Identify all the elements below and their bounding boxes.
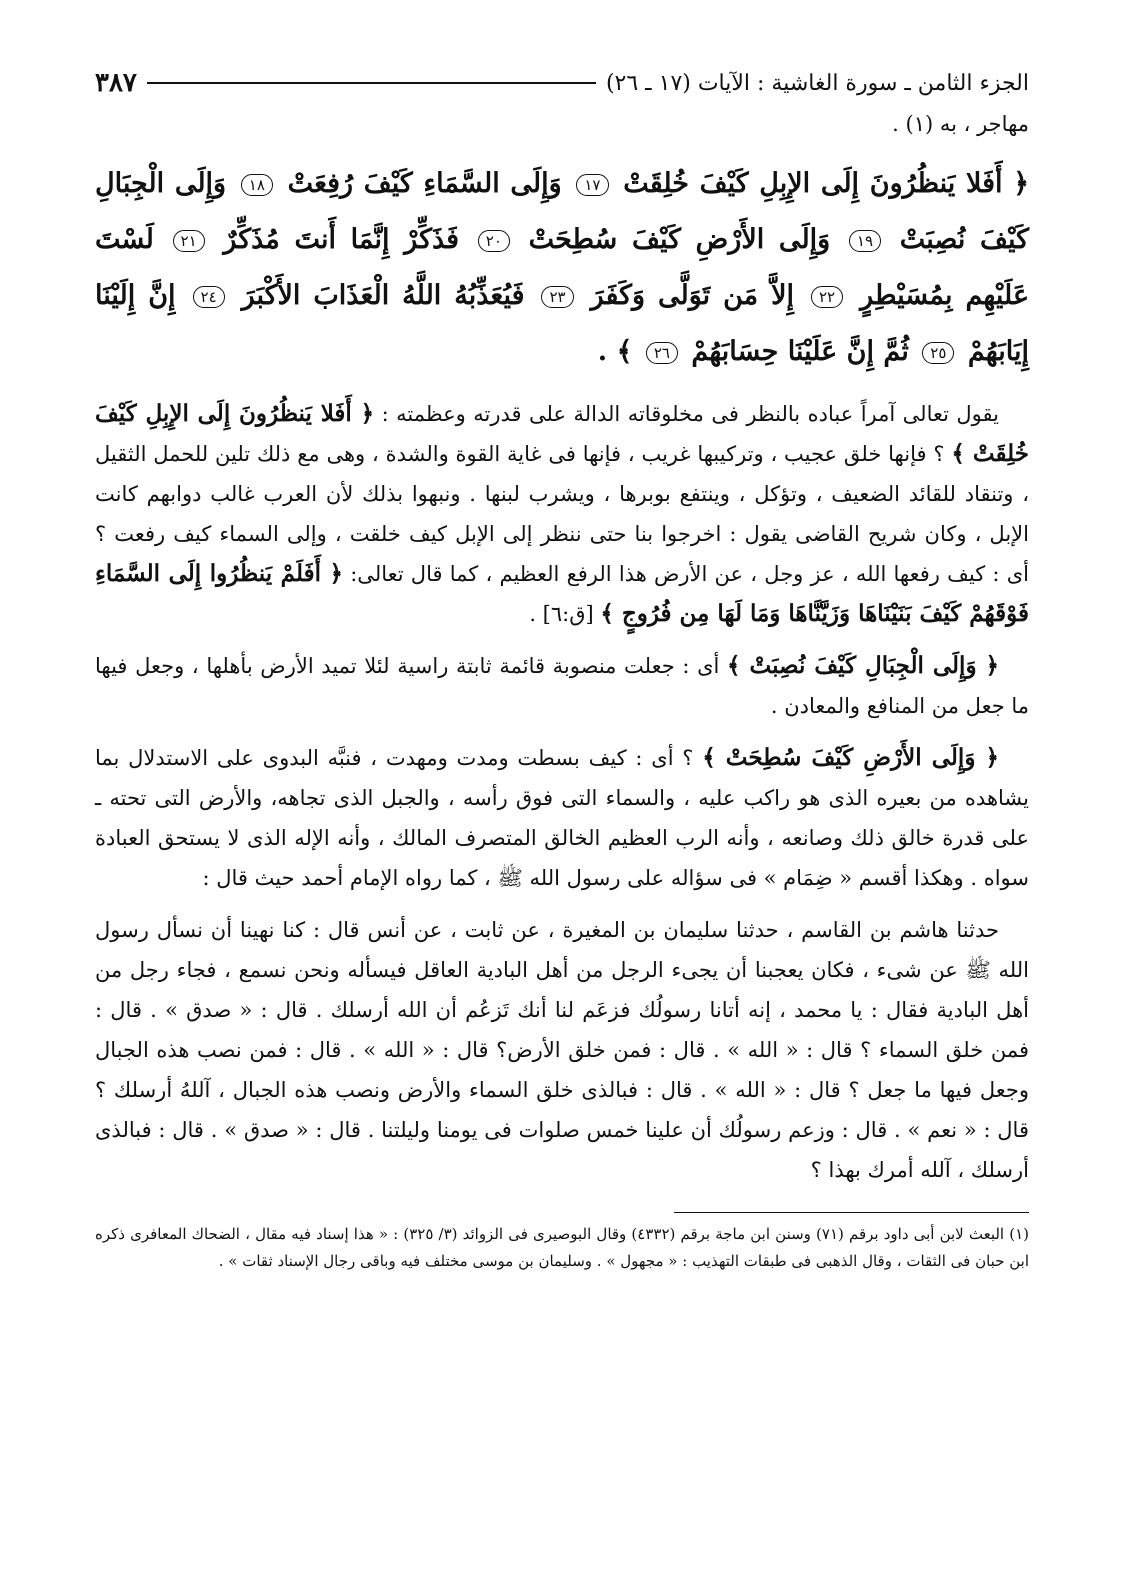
verse-number: ٢١ xyxy=(173,230,205,252)
commentary-paragraph xyxy=(95,646,1029,726)
quoted-verse: ﴿ وَإِلَى الأَرْضِ كَيْفَ سُطِحَتْ ﴾ xyxy=(702,744,999,771)
verse-text: وَإِلَى السَّمَاءِ كَيْفَ رُفِعَتْ xyxy=(287,168,562,199)
verse-number: ٢٢ xyxy=(811,286,843,308)
footnote: (١) البعث لابن أبى داود برقم (٧١) وسنن ابن ماجة برقم (٤٣٣٢) وقال البوصيرى فى الزوائد (٣/ ٣٢٥) : « هذا إسناد فيه مقال ، الضحاك المعافرى ذكره ابن حبان فى الثقات ، وقال الذهبى فى طبقات التهذيب : « مجهول » . وسليمان بن موسى مختلف فيه وباقى رجال الإسناد ثقات » . xyxy=(95,1225,1029,1270)
paragraph-text: يقول تعالى آمراً عباده بالنظر فى مخلوقاته الدالة على قدرته وعظمته : xyxy=(381,402,999,426)
verse-text: فَيُعَذِّبُهُ اللَّهُ الْعَذَابَ الأَكْبَرَ xyxy=(241,280,525,311)
verse-number: ١٩ xyxy=(849,230,881,252)
quoted-verse: ﴿ وَإِلَى الْجِبَالِ كَيْفَ نُصِبَتْ ﴾ xyxy=(727,652,1000,679)
verse-text: لَسْتَ عَلَيْهِم بِمُسَيْطِرٍ xyxy=(95,224,1030,311)
quoted-verse: ﴿ أَفَلَمْ يَنظُرُوا إِلَى السَّمَاءِ فَوْقَهُمْ كَيْفَ بَنَيْنَاهَا وَزَيَّنَّاهَا وَمَا لَهَا مِن فُرُوجٍ ﴾ xyxy=(95,560,1029,627)
quoted-verse: ﴿ أَفَلا يَنظُرُونَ إِلَى الإِبِلِ كَيْفَ خُلِقَتْ ﴾ xyxy=(95,400,1029,467)
paragraph-text: ؟ أى : كيف بسطت ومدت ومهدت ، فنبَّه البدوى على الاستدلال بما يشاهده من بعيره الذى هو راكب عليه ، والسماء التى فوق رأسه ، والجبل الذى تجاهه، والأرض التى تحته ـ على قدرة خالق ذلك وصانعه ، وأنه الرب العظيم الخالق المتصرف المالك ، وأنه الإله الذى لا يستحق العبادة سواه . وهكذا أقسم « ضِمَام » فى سؤاله على رسول الله ﷺ ، كما رواه الإمام أحمد حيث قال : xyxy=(95,746,1029,890)
header-rule xyxy=(147,82,596,84)
verse-number: ٢٥ xyxy=(922,342,954,364)
verse-number: ٢٣ xyxy=(541,286,573,308)
verse-number: ١٨ xyxy=(241,174,273,196)
paragraph-text: أى : جعلت منصوبة قائمة ثابتة راسية لئلا تميد الأرض بأهلها ، وجعل فيها ما جعل من المنافع والمعادن . xyxy=(95,654,1029,718)
verse-text: إِلاَّ مَن تَوَلَّى وَكَفَرَ xyxy=(590,280,795,311)
verse-reference: [ق:٦] . xyxy=(529,602,594,626)
commentary-paragraph xyxy=(95,394,1029,634)
footnote-rule xyxy=(674,1212,1029,1213)
verse-close-bracket: ﴾ . xyxy=(597,336,633,367)
verse-open-bracket: ﴿ xyxy=(1013,168,1030,199)
verse-text: وَإِلَى الْجِبَالِ كَيْفَ نُصِبَتْ xyxy=(95,168,1029,255)
verse-text: إِنَّ إِلَيْنَا إِيَابَهُمْ xyxy=(95,280,1029,367)
verse-number: ١٧ xyxy=(576,174,608,196)
commentary-paragraph xyxy=(95,738,1029,898)
verse-text: وَإِلَى الأَرْضِ كَيْفَ سُطِحَتْ xyxy=(528,224,831,255)
verse-text: أَفَلا يَنظُرُونَ إِلَى الإِبِلِ كَيْفَ خُلِقَتْ xyxy=(623,168,1003,199)
paragraph-text: ؟ فإنها خلق عجيب ، وتركيبها غريب ، فإنها فى غاية القوة والشدة ، وهى مع ذلك تلين للحمل الثقيل ، وتنقاد للقائد الضعيف ، وتؤكل ، وينتفع بوبرها ، ويشرب لبنها . ونبهوا بذلك لأن العرب غالب دوابهم كانت الإبل ، وكان شريح القاضى يقول : اخرجوا بنا حتى ننظر إلى الإبل كيف خلقت ، وإلى السماء كيف رفعت ؟ أى : كيف رفعها الله ، عز وجل ، عن الأرض هذا الرفع العظيم ، كما قال تعالى: xyxy=(95,442,1030,586)
running-title: الجزء الثامن ـ سورة الغاشية : الآيات (١٧ ـ ٢٦) xyxy=(605,70,1029,96)
verse-number: ٢٤ xyxy=(193,286,225,308)
verse-text: ثُمَّ إِنَّ عَلَيْنَا حِسَابَهُمْ xyxy=(691,336,909,367)
continuation-line: مهاجر ، به (١) . xyxy=(892,112,1029,136)
verse-text: فَذَكِّرْ إِنَّمَا أَنتَ مُذَكِّرٌ xyxy=(223,224,460,255)
quran-verses-block xyxy=(95,156,1029,380)
page-number: ٣٨٧ xyxy=(95,68,137,98)
book-page xyxy=(95,62,1029,1542)
verse-number: ٢٠ xyxy=(478,230,510,252)
page-header xyxy=(95,62,1029,104)
verse-number: ٢٦ xyxy=(646,342,678,364)
hadith-paragraph: حدثنا هاشم بن القاسم ، حدثنا سليمان بن المغيرة ، عن ثابت ، عن أنس قال : كنا نهينا أن نسأل رسول الله ﷺ عن شىء ، فكان يعجبنا أن يجىء الرجل من أهل البادية العاقل فيسأله ونحن نسمع ، فجاء رجل من أهل البادية فقال : يا محمد ، إنه أتانا رسولُك فزعَم لنا أنك تَزعُم أن الله أرسلك . قال : « صدق » . قال : فمن خلق السماء ؟ قال : « الله » . قال : فمن خلق الأرض؟ قال : « الله » . قال : فمن نصب هذه الجبال وجعل فيها ما جعل ؟ قال : « الله » . قال : فبالذى خلق السماء والأرض ونصب هذه الجبال ، آللهُ أرسلك ؟ قال : « نعم » . قال : وزعم رسولُك أن علينا خمس صلوات فى يومنا وليلتنا . قال : « صدق » . قال : فبالذى أرسلك ، آلله أمرك بهذا ؟ xyxy=(95,918,1029,1182)
